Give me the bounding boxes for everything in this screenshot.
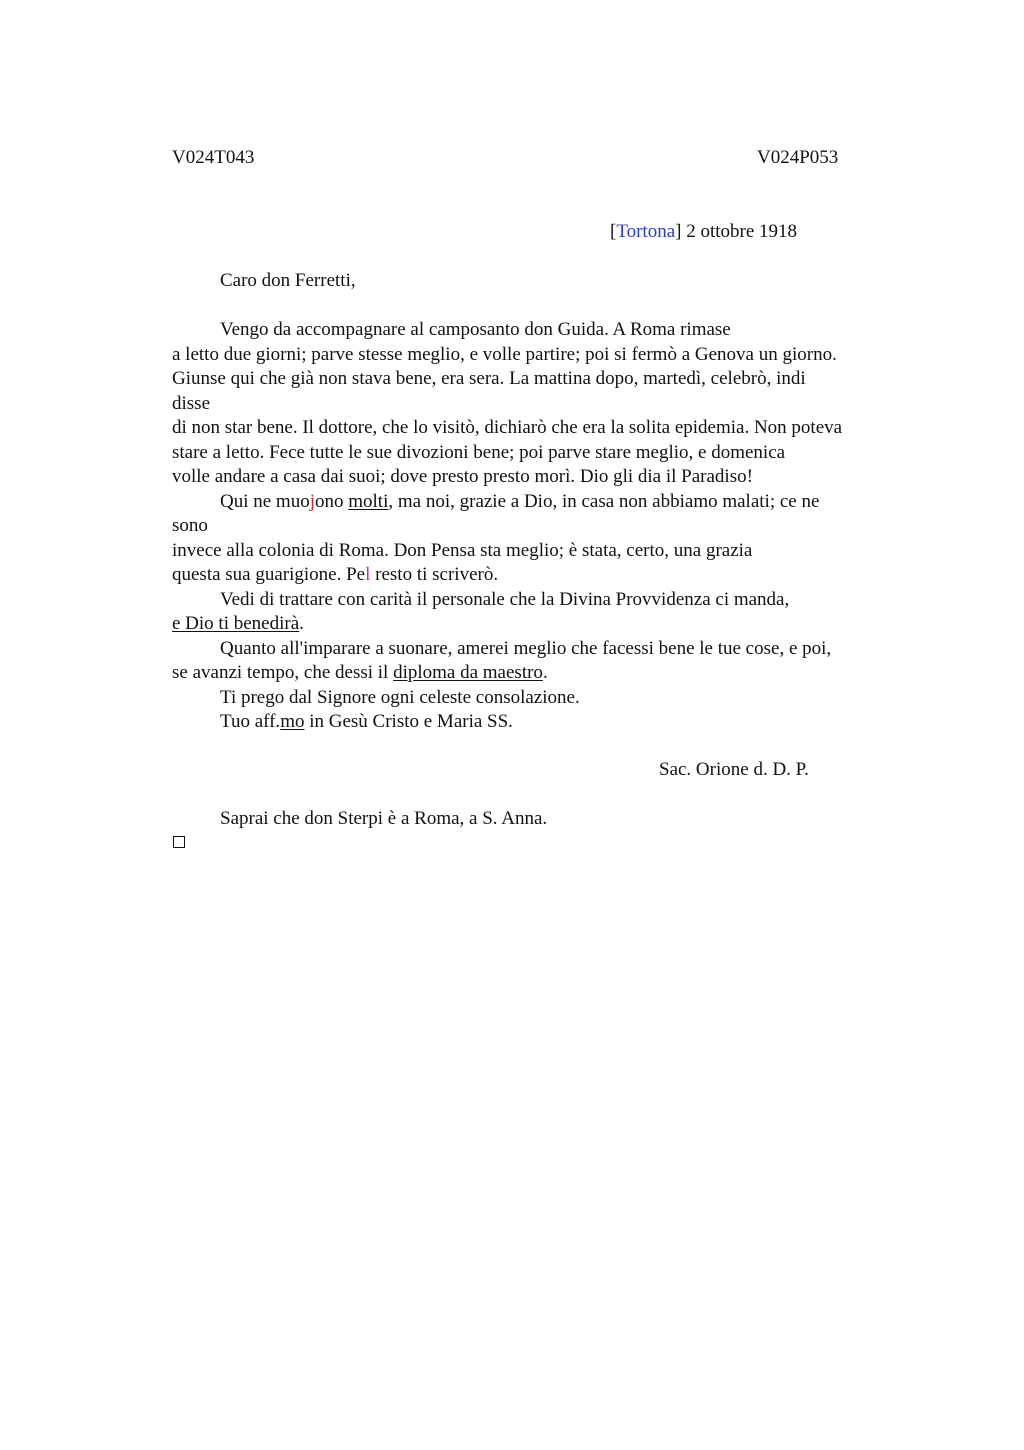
text-run: , ma noi, grazie a Dio, in casa non abbiamo malati; ce ne bbox=[388, 490, 820, 512]
dateline-bracket-close: ] bbox=[675, 221, 682, 242]
salutation: Caro don Ferretti, bbox=[220, 270, 356, 291]
dateline bbox=[610, 220, 797, 245]
body-line: Giunse qui che già non stava bene, era sera. La mattina dopo, martedì, celebrò, indi bbox=[172, 368, 806, 389]
body-line bbox=[172, 661, 548, 686]
text-run: resto ti scriverò. bbox=[370, 564, 499, 585]
text-run: . bbox=[542, 662, 548, 683]
body-line: Ti prego dal Signore ogni celeste consolazione. bbox=[220, 686, 580, 708]
text-run: . bbox=[299, 613, 304, 634]
body-line: disse bbox=[172, 392, 210, 414]
body-line: di non star bene. Il dottore, che lo visitò, dichiarò che era la solita epidemia. Non poteva bbox=[172, 417, 843, 438]
signature: Sac. Orione d. D. P. bbox=[659, 759, 809, 780]
dateline-bracket-open: [ bbox=[610, 221, 617, 242]
body-line: stare a letto. Fece tutte le sue divozioni bene; poi parve stare meglio, e domenica bbox=[172, 441, 786, 463]
text-run: se avanzi tempo, che dessi il bbox=[172, 662, 394, 683]
body-line: Quanto all'imparare a suonare, amerei meglio che facessi bene le tue cose, e poi, bbox=[220, 637, 832, 659]
body-line: sono bbox=[172, 515, 208, 536]
underlined-text: diploma da maestro bbox=[393, 662, 543, 683]
postscript: Saprai che don Sterpi è a Roma, a S. Anna. bbox=[220, 808, 548, 829]
text-run: Tuo aff. bbox=[220, 711, 281, 732]
body-line: volle andare a casa dai suoi; dove presto presto morì. Dio gli dia il Paradiso! bbox=[172, 466, 753, 487]
body-line bbox=[172, 563, 498, 588]
text-run: questa sua guarigione. Pe bbox=[172, 564, 366, 585]
body-line: Vengo da accompagnare al camposanto don Guida. A Roma rimase bbox=[220, 319, 731, 340]
text-run: in Gesù Cristo e Maria SS. bbox=[304, 711, 513, 732]
body-line: a letto due giorni; parve stesse meglio, e volle partire; poi si fermò a Genova un giorno. bbox=[172, 343, 837, 365]
volume-code-left: V024T043 bbox=[172, 147, 255, 168]
text-run: ono bbox=[315, 490, 349, 512]
underlined-text: e Dio ti benedirà bbox=[172, 613, 300, 634]
dateline-place: Tortona bbox=[616, 221, 676, 242]
underlined-text: molti bbox=[348, 490, 389, 512]
body-line bbox=[220, 490, 819, 515]
correction-mark: j bbox=[309, 490, 315, 512]
dateline-date: 2 ottobre 1918 bbox=[681, 221, 798, 242]
body-line: Vedi di trattare con carità il personale che la Divina Provvidenza ci manda, bbox=[220, 588, 790, 610]
volume-code-right: V024P053 bbox=[757, 147, 839, 168]
empty-box-icon bbox=[173, 836, 185, 848]
closing-line bbox=[220, 710, 513, 735]
underlined-text: mo bbox=[280, 711, 305, 732]
text-run: Qui ne muo bbox=[220, 490, 310, 512]
body-line bbox=[172, 612, 304, 637]
correction-mark: l bbox=[365, 564, 371, 585]
body-line: invece alla colonia di Roma. Don Pensa sta meglio; è stata, certo, una grazia bbox=[172, 539, 753, 561]
